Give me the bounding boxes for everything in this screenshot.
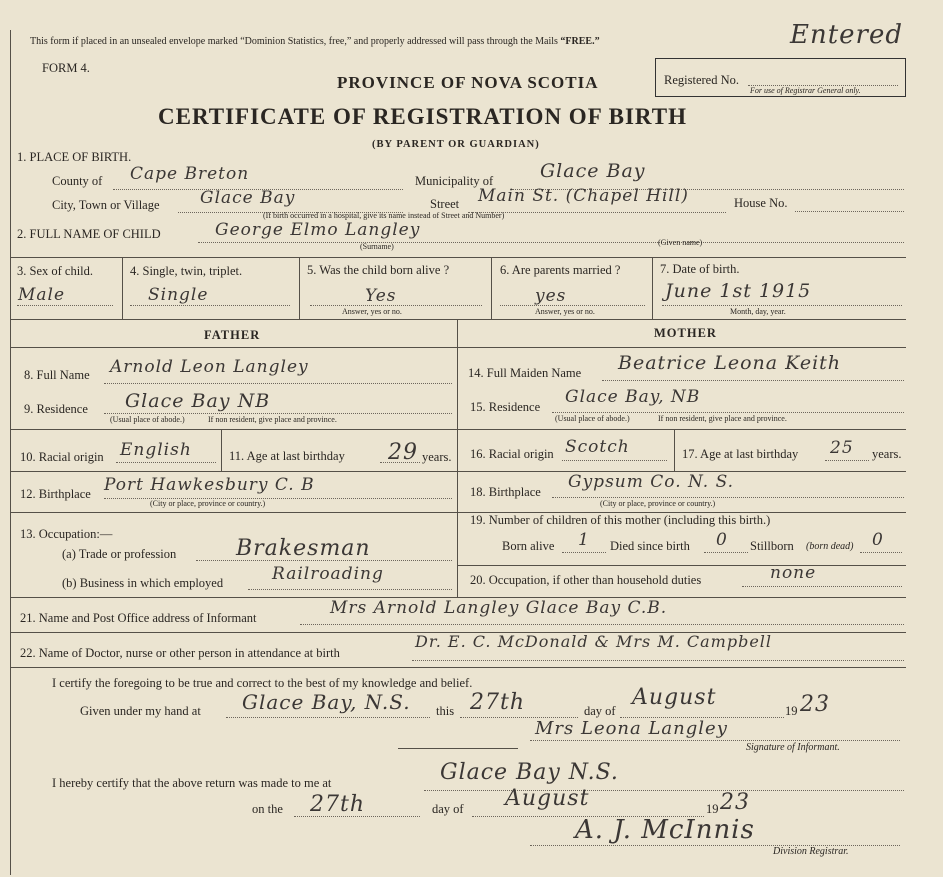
mother-birthplace-line: [552, 497, 904, 498]
married-line: [500, 305, 645, 306]
province-heading: PROVINCE OF NOVA SCOTIA: [337, 73, 599, 92]
child-name-line: [198, 242, 904, 243]
single-line: [130, 305, 290, 306]
row-divider-2: [10, 319, 906, 320]
registered-no-box: [655, 58, 906, 97]
born-alive-label: Born alive: [502, 539, 555, 553]
informant-signature-line: [530, 740, 900, 741]
mother-racial-line: [562, 460, 667, 461]
mother-divider-1: [457, 429, 906, 430]
born-alive-line: [562, 552, 606, 553]
city-value: Glace Bay: [200, 188, 296, 208]
left-border: [10, 30, 11, 875]
alive-value: Yes: [365, 286, 397, 306]
sex-label: 3. Sex of child.: [17, 264, 94, 278]
mother-birthplace-note: (City or place, province or country.): [600, 499, 716, 508]
mail-notice: [30, 36, 600, 47]
died-label: Died since birth: [610, 539, 690, 553]
col-divider-b: [299, 257, 300, 319]
father-divider-3: [10, 512, 458, 513]
col-divider-d: [652, 257, 653, 319]
informant-line: [300, 624, 904, 625]
entered-mark: Entered: [790, 20, 904, 50]
day-value: 27th: [470, 690, 526, 715]
doctor-line: [412, 660, 904, 661]
county-label: County of: [52, 174, 103, 188]
separator-line: [398, 748, 518, 749]
col-divider-c: [491, 257, 492, 319]
father-birthplace-note: (City or place, province or country.): [150, 499, 266, 508]
father-col-divider: [221, 429, 222, 471]
registrar-signature: A. J. McInnis: [575, 815, 755, 845]
mother-col-divider: [674, 429, 675, 471]
mother-heading: MOTHER: [654, 326, 717, 340]
house-label: House No.: [734, 196, 788, 210]
row-divider-1: [10, 257, 906, 258]
mail-notice-text: This form if placed in an unsealed envelope marked “Dominion Statistics, free,” and properly addressed will pass through the Mails: [30, 36, 561, 47]
father-birthplace-value: Port Hawkesbury C. B: [104, 475, 315, 495]
father-racial-value: English: [120, 440, 192, 460]
mother-divider-4: [457, 565, 906, 566]
alive-note: Answer, yes or no.: [342, 307, 402, 316]
municipality-label: Municipality of: [415, 174, 494, 188]
dob-label: 7. Date of birth.: [660, 262, 740, 276]
mail-notice-free: “FREE.”: [560, 36, 600, 47]
registrar-month-value: August: [505, 786, 590, 811]
informant-label: 21. Name and Post Office address of Informant: [20, 611, 257, 625]
signature-caption: Signature of Informant.: [746, 742, 840, 753]
died-line: [704, 552, 748, 553]
occupation-label: 13. Occupation:—: [20, 527, 113, 541]
mother-years: years.: [872, 447, 902, 461]
house-line: [795, 211, 904, 212]
doctor-label: 22. Name of Doctor, nurse or other person in attendance at birth: [20, 646, 340, 660]
mother-residence-line: [552, 412, 904, 413]
father-residence-note: (Usual place of abode.): [110, 415, 185, 424]
dob-line: [662, 305, 902, 306]
father-residence-note2: If non resident, give place and province.: [208, 415, 337, 424]
business-value: Railroading: [272, 564, 384, 584]
father-racial-line: [116, 462, 216, 463]
single-value: Single: [148, 285, 209, 305]
stillborn-label: Stillborn: [750, 539, 794, 553]
trade-label: (a) Trade or profession: [62, 547, 177, 561]
row-divider-6: [10, 667, 906, 668]
father-residence-line: [104, 413, 452, 414]
parents-divider: [457, 319, 458, 597]
mother-residence-value: Glace Bay, NB: [565, 387, 701, 407]
mother-residence-note: (Usual place of abode.): [555, 414, 630, 423]
children-label: 19. Number of children of this mother (including this birth.): [470, 513, 771, 527]
mother-age-label: 17. Age at last birthday: [682, 447, 799, 461]
registrar-place-line: [424, 790, 904, 791]
father-name-line: [104, 383, 452, 384]
registrar-day-of: day of: [432, 802, 464, 816]
dob-note: Month, day, year.: [730, 307, 786, 316]
informant-value: Mrs Arnold Langley Glace Bay C.B.: [330, 598, 668, 618]
street-label: Street: [430, 197, 460, 211]
mother-name-line: [602, 380, 904, 381]
form-number: FORM 4.: [42, 61, 90, 75]
mother-residence-label: 15. Residence: [470, 400, 541, 414]
father-heading: FATHER: [204, 328, 261, 342]
father-age-line: [380, 462, 420, 463]
year-value: 23: [800, 692, 830, 717]
informant-signature: Mrs Leona Langley: [535, 718, 728, 739]
certificate-title: CERTIFICATE OF REGISTRATION OF BIRTH: [158, 104, 687, 129]
dob-value: June 1st 1915: [665, 280, 812, 302]
municipality-value: Glace Bay: [540, 160, 646, 182]
registrar-place-value: Glace Bay N.S.: [440, 760, 619, 785]
city-label: City, Town or Village: [52, 198, 160, 212]
registrar-caption: Division Registrar.: [773, 846, 849, 857]
registrar-year-prefix: 19: [706, 802, 719, 816]
father-age-label: 11. Age at last birthday: [229, 449, 345, 463]
mother-birthplace-label: 18. Birthplace: [470, 485, 541, 499]
father-divider-2: [10, 471, 458, 472]
mother-residence-note2: If non resident, give place and province.: [658, 414, 787, 423]
county-value: Cape Breton: [130, 164, 250, 184]
father-residence-value: Glace Bay NB: [125, 390, 271, 412]
mother-name-value: Beatrice Leona Keith: [618, 352, 842, 374]
trade-value: Brakesman: [236, 536, 371, 561]
father-years: years.: [422, 450, 452, 464]
father-residence-label: 9. Residence: [24, 402, 88, 416]
child-name-value: George Elmo Langley: [215, 220, 421, 240]
mother-name-label: 14. Full Maiden Name: [468, 366, 582, 380]
business-line: [248, 589, 452, 590]
certify-text: I certify the foregoing to be true and correct to the best of my knowledge and belief.: [52, 676, 473, 690]
father-divider-1: [10, 429, 458, 430]
row-divider-3: [10, 347, 906, 348]
given-place-value: Glace Bay, N.S.: [242, 690, 411, 714]
mother-occupation-line: [742, 586, 902, 587]
mother-age-value: 25: [830, 438, 854, 458]
street-line: [468, 212, 726, 213]
stillborn-line: [860, 552, 902, 553]
street-value: Main St. (Chapel Hill): [478, 186, 689, 206]
registrar-text: I hereby certify that the above return was made to me at: [52, 776, 332, 790]
mother-age-line: [825, 460, 869, 461]
father-age-value: 29: [388, 440, 418, 465]
day-of-label: day of: [584, 704, 616, 718]
sex-value: Male: [18, 285, 66, 305]
registrar-only-note: For use of Registrar General only.: [750, 86, 861, 95]
mother-racial-label: 16. Racial origin: [470, 447, 554, 461]
on-the-label: on the: [252, 802, 283, 816]
father-name-label: 8. Full Name: [24, 368, 90, 382]
father-birthplace-label: 12. Birthplace: [20, 487, 91, 501]
mother-occupation-value: none: [770, 563, 817, 583]
place-of-birth-label: 1. PLACE OF BIRTH.: [17, 150, 132, 164]
certificate-subtitle: (BY PARENT OR GUARDIAN): [372, 139, 540, 150]
surname-note: (Surname): [360, 242, 394, 251]
this-label: this: [436, 704, 455, 718]
father-racial-label: 10. Racial origin: [20, 450, 104, 464]
father-name-value: Arnold Leon Langley: [110, 357, 309, 377]
mother-birthplace-value: Gypsum Co. N. S.: [568, 472, 735, 492]
registrar-day-value: 27th: [310, 792, 366, 817]
married-label: 6. Are parents married ?: [500, 263, 621, 277]
born-alive-value: 1: [578, 530, 590, 550]
registrar-year-value: 23: [720, 790, 750, 815]
alive-line: [310, 305, 482, 306]
died-value: 0: [716, 530, 728, 550]
married-note: Answer, yes or no.: [535, 307, 595, 316]
registered-no-label: Registered No.: [664, 73, 739, 87]
col-divider-a: [122, 257, 123, 319]
hospital-note: (If birth occurred in a hospital, give its name instead of Street and Number): [263, 211, 505, 220]
given-name-note: (Given name): [658, 238, 703, 247]
married-value: yes: [535, 286, 567, 306]
given-label: Given under my hand at: [80, 704, 201, 718]
given-place-line: [226, 717, 430, 718]
stillborn-note: (born dead): [806, 541, 854, 552]
mother-racial-value: Scotch: [565, 437, 630, 457]
stillborn-value: 0: [872, 530, 884, 550]
business-label: (b) Business in which employed: [62, 576, 224, 590]
child-name-label: 2. FULL NAME OF CHILD: [17, 227, 161, 241]
month-value: August: [632, 685, 717, 710]
mother-occupation-label: 20. Occupation, if other than household duties: [470, 573, 702, 587]
single-label: 4. Single, twin, triplet.: [130, 264, 243, 278]
doctor-value: Dr. E. C. McDonald & Mrs M. Campbell: [415, 632, 773, 651]
year-prefix: 19: [785, 704, 798, 718]
sex-line: [17, 305, 113, 306]
alive-label: 5. Was the child born alive ?: [307, 263, 450, 277]
